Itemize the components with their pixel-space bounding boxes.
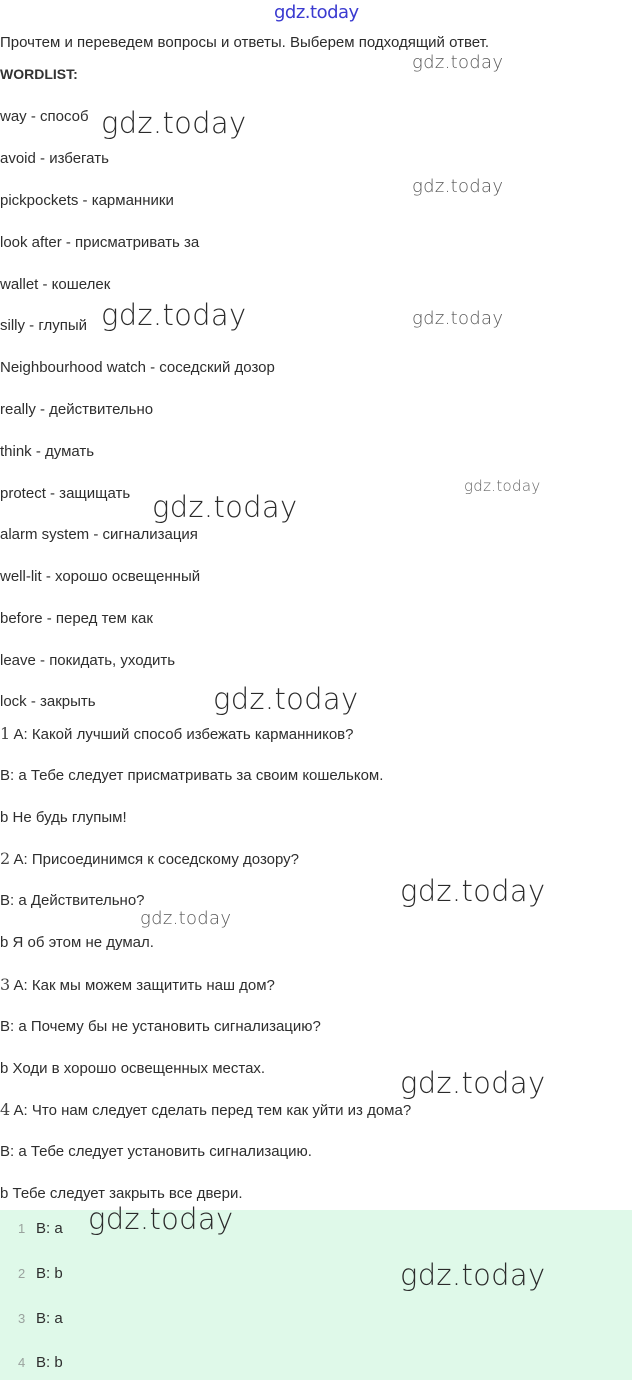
dialogue-question — [0, 975, 275, 994]
question-text: A: Какой лучший способ избежать карманников? — [10, 726, 354, 743]
dialogue-option-b: b Ходи в хорошо освещенных местах. — [0, 1060, 266, 1077]
wordlist-title: WORDLIST: — [0, 66, 78, 82]
answer-item — [18, 1310, 63, 1327]
question-text: A: Как мы можем защитить наш дом? — [10, 977, 275, 994]
answer-number: 1 — [18, 1221, 26, 1236]
answer-number: 3 — [18, 1311, 26, 1326]
watermark: gdz.today — [412, 52, 504, 73]
task-intro: Прочтем и переведем вопросы и ответы. Выберем подходящий ответ. — [0, 34, 490, 51]
watermark: gdz.today — [101, 106, 247, 140]
wordlist-item: avoid - избегать — [0, 150, 109, 167]
wordlist-item: before - перед тем как — [0, 610, 153, 627]
dialogue-option-a: B: a Почему бы не установить сигнализацию? — [0, 1018, 321, 1035]
wordlist-item: leave - покидать, уходить — [0, 652, 176, 669]
wordlist-item: lock - закрыть — [0, 693, 96, 710]
watermark: gdz.today — [412, 308, 504, 329]
answer-text: B: b — [36, 1354, 63, 1371]
answer-text: B: a — [36, 1310, 63, 1327]
dialogue-question — [0, 1100, 411, 1119]
dialogue-question — [0, 724, 353, 743]
answer-text: B: b — [36, 1265, 63, 1282]
dialogue-question — [0, 849, 299, 868]
answer-number: 4 — [18, 1355, 26, 1370]
dialogue-number: 2 — [0, 849, 11, 868]
dialogue-option-b: b Не будь глупым! — [0, 809, 127, 826]
watermark: gdz.today — [464, 477, 541, 495]
watermark: gdz.today — [412, 176, 504, 197]
question-text: A: Что нам следует сделать перед тем как уйти из дома? — [10, 1102, 412, 1119]
watermark: gdz.today — [101, 298, 247, 332]
answer-item — [18, 1265, 63, 1282]
answer-text: B: a — [36, 1220, 63, 1237]
site-logo[interactable]: gdz.today — [274, 2, 359, 23]
watermark: gdz.today — [400, 874, 546, 908]
wordlist-item: way - способ — [0, 108, 89, 125]
watermark: gdz.today — [400, 1066, 546, 1100]
watermark: gdz.today — [140, 908, 232, 929]
dialogue-number: 3 — [0, 975, 11, 994]
dialogue-number: 1 — [0, 724, 11, 743]
wordlist-item: really - действительно — [0, 401, 154, 418]
answer-number: 2 — [18, 1266, 26, 1281]
wordlist-item: wallet - кошелек — [0, 276, 111, 293]
wordlist-item: alarm system - сигнализация — [0, 526, 198, 543]
dialogue-option-a: B: a Действительно? — [0, 892, 145, 909]
watermark: gdz.today — [400, 1258, 546, 1292]
wordlist-item: well-lit - хорошо освещенный — [0, 568, 201, 585]
dialogue-option-b: b Я об этом не думал. — [0, 934, 154, 951]
wordlist-item: silly - глупый — [0, 317, 88, 334]
wordlist-item: protect - защищать — [0, 485, 131, 502]
dialogue-number: 4 — [0, 1100, 11, 1119]
dialogue-option-a: B: a Тебе следует присматривать за своим кошельком. — [0, 767, 384, 784]
dialogue-option-b: b Тебе следует закрыть все двери. — [0, 1185, 243, 1202]
watermark: gdz.today — [88, 1202, 234, 1236]
watermark: gdz.today — [213, 682, 359, 716]
wordlist-item: think - думать — [0, 443, 95, 460]
answer-item — [18, 1354, 63, 1371]
question-text: A: Присоединимся к соседскому дозору? — [10, 851, 300, 868]
wordlist-item: Neighbourhood watch - соседский дозор — [0, 359, 275, 376]
watermark: gdz.today — [152, 490, 298, 524]
wordlist-item: look after - присматривать за — [0, 234, 200, 251]
dialogue-option-a: B: a Тебе следует установить сигнализацию. — [0, 1143, 312, 1160]
answer-item — [18, 1220, 63, 1237]
wordlist-item: pickpockets - карманники — [0, 192, 174, 209]
